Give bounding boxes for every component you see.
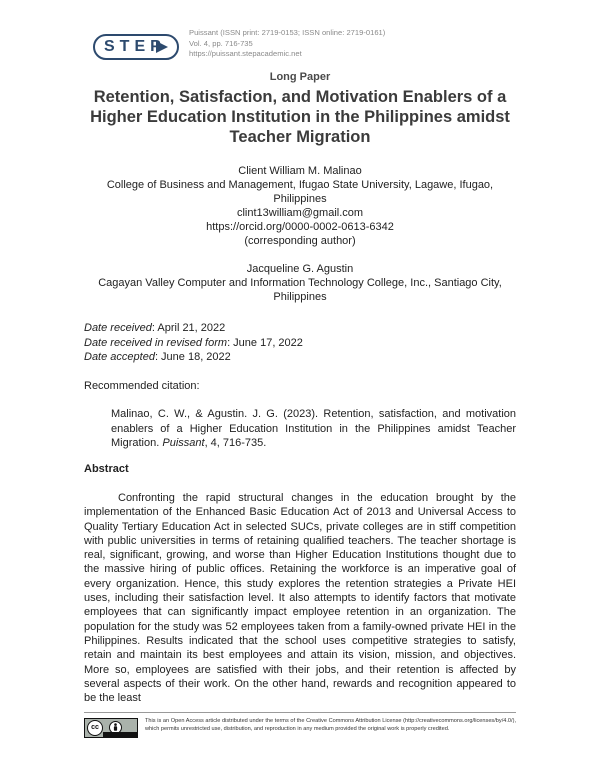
logo-arrow-icon [156, 41, 168, 53]
date-revised [84, 336, 303, 351]
author1-name: Client William M. Malinao [238, 165, 362, 177]
paper-title: Retention, Satisfaction, and Motivation Enablers of a Higher Education Institution in the Philippines amidst Teacher Migration [90, 88, 510, 146]
date-accepted-value: : June 18, 2022 [154, 351, 231, 363]
footer-divider [84, 712, 516, 713]
step-logo [93, 34, 179, 60]
citation-main: Malinao, C. W., & Agustin. J. G. (2023). Retention, satisfaction, and motivation enablers of a Higher Education Institution in the Philippines amidst Teacher Migration. [111, 408, 516, 450]
license-text: This is an Open Access article distributed under the terms of the Creative Commons Attribution License (http://creativecommons.org/licenses/by/4.0/), which permits unrestricted use, distribution, and reproduction in any medium provided the original work is properly credited. [145, 718, 516, 733]
cc-icon: cc [87, 720, 103, 736]
citation-journal: Puissant [162, 437, 205, 450]
author2-block [90, 262, 510, 304]
abstract-body: Confronting the rapid structural changes in the education brought by the implementation of the Enhanced Basic Education Act of 2013 and Universal Access to Quality Tertiary Education Act in selected SUCs, private colleges are in stiff competition with public universities in terms of retaining qualified teachers. The teacher shortage is real, significant, growing, and worse than Higher Education Institutions thought due to the massive hiring of public offices. Retaining the workforce is an imperative goal of every organization. Hence, this study explores the retention strategies a Private HEI uses, including their satisfaction level. It also attempts to identify factors that motivate employees that can significantly impact employee retention in an organization. The population for the study was 52 employees taken from a family-owned private HEI in the Philippines. Results indicated that the school uses competitive strategies to satisfy, retain and maintain its best employees and attain its vision, mission, and objectives. More so, employees are satisfied with their jobs, and their retention is affected by several aspects of their work. On the other hand, rewards and recognition appeared to be the least [84, 492, 516, 705]
date-accepted-label: Date accepted [84, 351, 155, 363]
date-revised-label: Date received in revised form [84, 336, 228, 349]
author1-block [90, 164, 510, 248]
logo-text: STEP [104, 38, 166, 55]
author1-note: (corresponding author) [244, 235, 356, 247]
author1-email[interactable]: clint13william@gmail.com [236, 207, 364, 219]
journal-meta [189, 28, 385, 60]
cc-badge-strip [103, 732, 137, 737]
date-received-label: Date received [84, 322, 152, 334]
abstract-heading: Abstract [84, 463, 129, 475]
date-received-value: : April 21, 2022 [151, 322, 226, 334]
dates-block [84, 321, 303, 365]
date-received [84, 321, 303, 336]
citation-text [111, 407, 516, 451]
citation-tail: , 4, 716-735. [204, 437, 267, 450]
journal-url[interactable]: https://puissant.stepacademic.net [189, 49, 302, 58]
author2-name: Jacqueline G. Agustin [246, 263, 354, 275]
date-revised-value: : June 17, 2022 [227, 336, 303, 349]
author1-affiliation: College of Business and Management, Ifugao State University, Lagawe, Ifugao, Philippines [106, 179, 494, 205]
author1-orcid[interactable]: https://orcid.org/0000-0002-0613-6342 [206, 221, 394, 233]
journal-volume: Vol. 4, pp. 716-735 [189, 38, 253, 48]
paper-type: Long Paper [269, 71, 331, 83]
author2-affiliation: Cagayan Valley Computer and Information Technology College, Inc., Santiago City, Philippines [98, 277, 502, 303]
cc-by-license-icon[interactable] [84, 718, 138, 738]
date-accepted [84, 350, 303, 365]
journal-issn: Puissant (ISSN print: 2719-0153; ISSN online: 2719-0161) [189, 28, 386, 37]
recommended-citation-label: Recommended citation: [84, 380, 200, 392]
